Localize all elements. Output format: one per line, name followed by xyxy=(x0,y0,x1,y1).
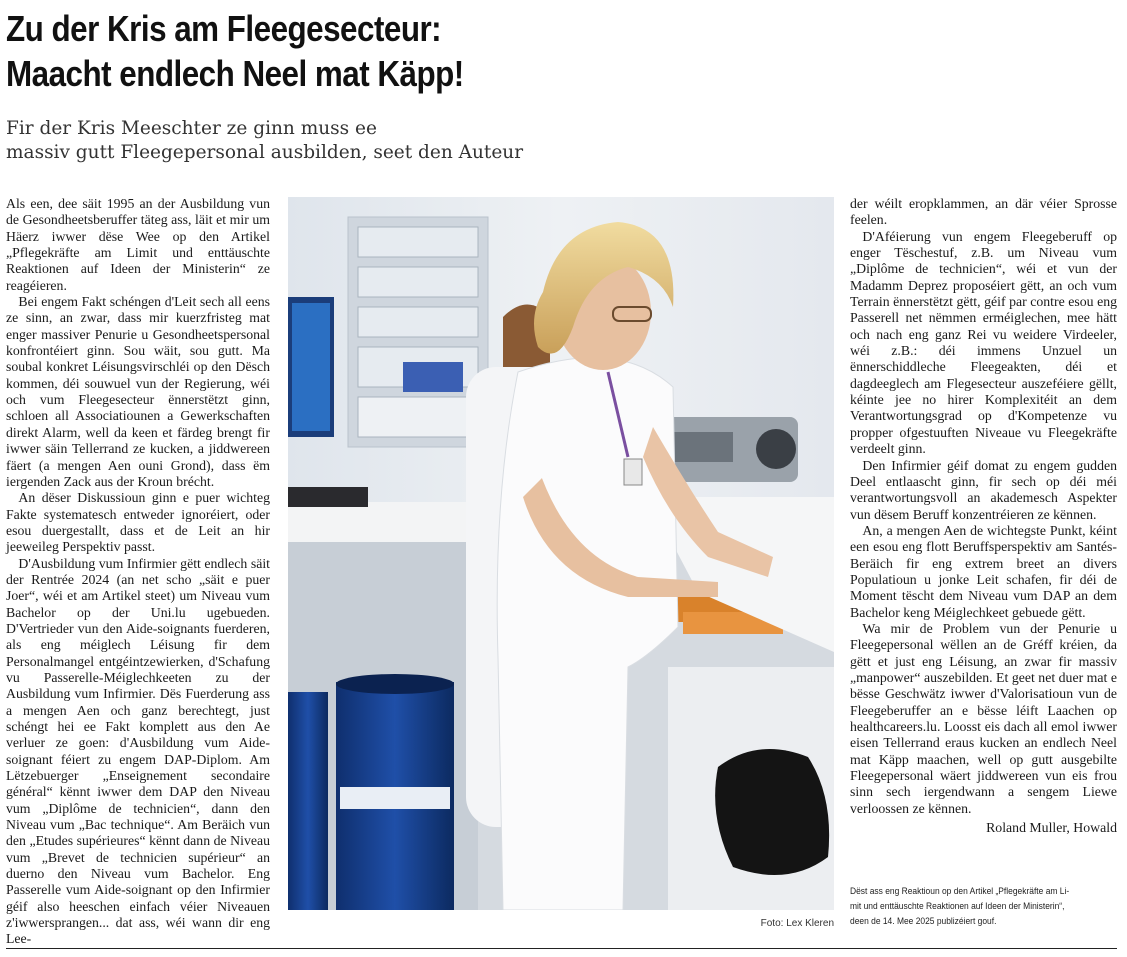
paragraph: Als een, dee säit 1995 an der Ausbildung vun de Gesondheetsberuffer täteg ass, läit et mir um Häerz iwwer dëse Wee op den Artikel „Pflegekräfte am Limit und enttäuschte Reaktionen auf Ideen der Ministerin“ ze reagéieren. xyxy=(6,196,270,293)
headline-line-1: Zu der Kris am Fleegesecteur: xyxy=(6,8,442,49)
paragraph: An dëser Diskussioun ginn e puer wichteg Fakte systematesch entweder ignoréiert, oder esou duergestallt, dass et de Leit an hir jeeweileg Perspektiv passt. xyxy=(6,490,270,555)
left-column xyxy=(6,196,270,948)
paragraph: D'Ausbildung vum Infirmier gëtt endlech säit der Rentrée 2024 (an net scho „säit e puer Joer“, wéi et am Artikel steet) um Niveau vum Bachelor op der Uni.lu ugebueden. D'Vertrieder vun den Aide-soignants fuerderen, als eng méiglech Léisung fir dem Personalmangel entgéintzewierken, d'Schafung vu Passerelle-Méiglechkeeten zu der Ausbildung vum Infirmier. Dës Fuerderung ass a mengen Aen och ganz berechtegt, just schéngt hei ee Fakt komplett aus den Ae verluer ze goen: d'Ausbildung vum Aide-soignant féiert zu engem DAP-Diplom. Am Lëtzebuerger „Enseignement secondaire général“ kënnt iwwer dem DAP den Niveau vum „Diplôme de technicien“, dann den Niveau vum „Bac technique“. Am Beräich vun den „Etudes supérieures“ kënnt dann de Niveau vum „Brevet de technicien supérieur“ an duerno den Niveau vum Bachelor. Eng Passerelle vum Aide-soignant op den Infirmier géif also heeschen einfach véier Niveauen z'iwwersprangen... dat ass, wéi wann dir eng Lee- xyxy=(6,555,270,947)
note-line-2: mit und enttäuschte Reaktionen auf Ideen der Ministerin“, xyxy=(850,901,1065,912)
note-line-1: Dëst ass eng Reaktioun op den Artikel „Pflegekräfte am Li- xyxy=(850,886,1070,897)
nurse-photo-illustration xyxy=(288,197,834,910)
subheadline-line-1: Fir der Kris Meeschter ze ginn muss ee xyxy=(6,118,377,139)
photo-credit: Foto: Lex Kleren xyxy=(760,918,834,929)
paragraph: Den Infirmier géif domat zu engem gudden Deel entlaascht ginn, fir sech op déi méi verantwortungsvoll an akademesch Aspekter vun dësem Beruff konzentréieren ze kënnen. xyxy=(850,457,1117,522)
headline xyxy=(6,6,952,96)
subheadline-line-2: massiv gutt Fleegepersonal ausbilden, seet den Auteur xyxy=(6,142,524,163)
author-signature: Roland Muller, Howald xyxy=(986,820,1117,836)
right-column xyxy=(850,196,1117,836)
bottom-rule xyxy=(6,948,1117,949)
paragraph: Wa mir de Problem vun der Penurie u Fleegepersonal wëllen an de Gréff kréien, da gëtt et just eng Léisung, an zwar fir massiv „manpower“ auszebilden. Et geet net duer mat e bësse Geschwätz iwwer d'Valorisatioun vun de Fleegeberuffer an e bësse léift Laachen op healthcareers.lu. Loosst eis dach all emol iwwer eisen Tellerrand eraus kucken an endlech Neel mat Käpp maachen, well op gutt ausgebilte Fleegepersonal wäert jiddwereen vun eis frou sinn sech iergendwann a sengem Liewe verloossen ze kënnen. xyxy=(850,620,1117,816)
paragraph: der wéilt eropklammen, an där véier Sprosse feelen. xyxy=(850,196,1117,228)
reaction-note xyxy=(850,884,1092,929)
article-photo xyxy=(288,197,834,910)
headline-line-2: Maacht endlech Neel mat Käpp! xyxy=(6,53,464,94)
paragraph: Bei engem Fakt schéngen d'Leit sech all eens ze sinn, an zwar, dass mir kuerzfristeg mat enger massiver Penurie u Gesondheetspersonal konfrontéiert ginn. Sou wäit, sou gutt. Ma soubal konkret Léisungsvirschléi op den Dësch kommen, déi souwuel vun der Regierung, wéi och vum Fleegesecteur ënnerstëtzt ginn, schloen all Associatiounen a Gewerkschaften direkt Alarm, well da keen et färdeg brengt fir iwwer säin Tellerrand ze kucken, a jiddwereen fäert (a mengen Aen ouni Grond), dass ëm iergenden Zack aus der Kroun brécht. xyxy=(6,294,270,489)
note-line-3: deen de 14. Mee 2025 publizéiert gouf. xyxy=(850,916,997,927)
paragraph: An, a mengen Aen de wichtegste Punkt, kéint een esou eng flott Beruffsperspektiv am Santés-Beräich fir eng extrem breet an divers Populatioun u jonke Leit schafen, fir déi de Moment tëscht dem Niveau vum DAP an dem Bachelor keng Méiglechkeet gebuede gëtt. xyxy=(850,522,1117,620)
subheadline xyxy=(6,117,706,165)
paragraph: D'Aféierung vun engem Fleegeberuff op enger Tëschestuf, z.B. um Niveau vum „Diplôme de technicien“, wéi et vun der Madamm Deprez proposéiert gëtt, an och vum Terrain ënnerstëtzt gëtt, géif par contre esou eng Passerell net nëmmen erméiglechen, mee hätt och nach eng ganz Rei vu weidere Virdeeler, wéi z.B.: déi immens Unzuel un ënnerschiddleche Fleegeakten, déi et dagdeeglech am Flegesecteur auszeféiere gëllt, kéinte jee no hirer Komplexitéit an dem Verantwortungsgrad op d'Kompetenze vu propper ofgestuuften Niveaue vu Fleegekräfte verdeelt ginn. xyxy=(850,228,1117,457)
